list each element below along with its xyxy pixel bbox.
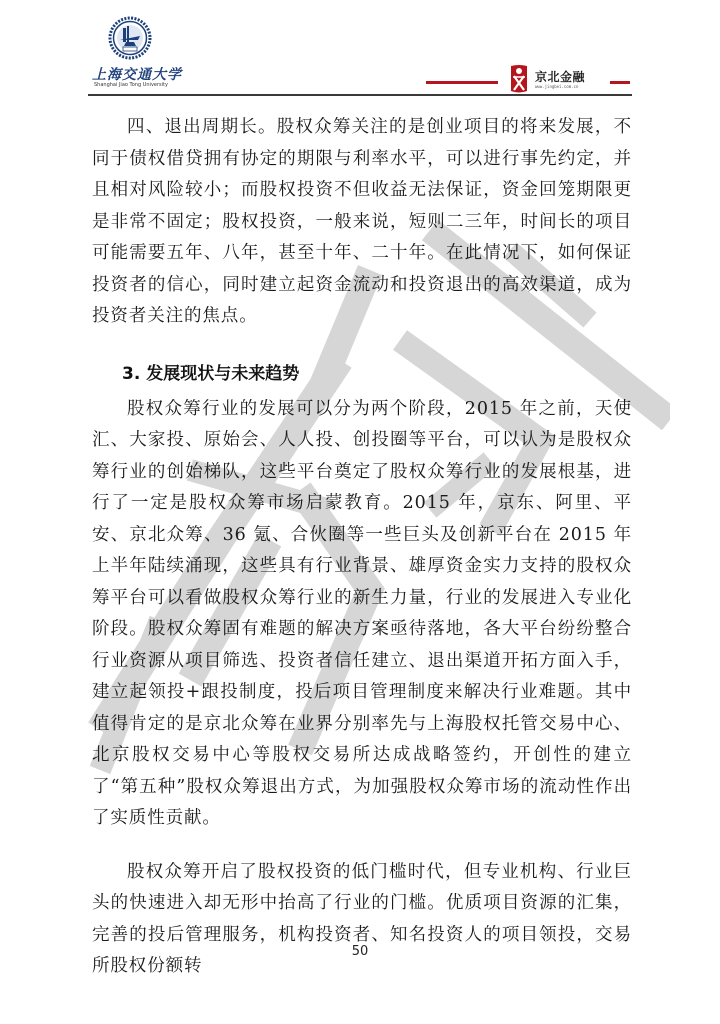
- sjtu-emblem-icon: [108, 16, 152, 60]
- header-red-bar-left: [426, 81, 498, 84]
- header-red-bar-right: [610, 81, 630, 84]
- jingbei-emblem-icon: [508, 64, 530, 94]
- sjtu-name-en: Shanghai Jiao Tong University: [94, 82, 168, 88]
- header-divider: [88, 94, 632, 96]
- page-body: [92, 112, 632, 983]
- sjtu-name-cn: 上海交通大学: [92, 67, 182, 83]
- paragraph-development-status: 股权众筹行业的发展可以分为两个阶段，2015 年之前，天使汇、大家投、原始会、人人投、创投圈等平台，可以认为是股权众筹行业的创始梯队，这些平台奠定了股权众筹行业的发展根基，进行了一定是股权众筹市场启蒙教育。2015 年，京东、阿里、平安、京北众筹、36 氪、合伙圈等一些巨头及创新平台在 2015 年上半年陆续涌现，这些具有行业背景、雄厚资金实力支持的股权众筹平台可以看做股权众筹行业的新生力量，行业的发展进入专业化阶段。股权众筹固有难题的解决方案亟待落地，各大平台纷纷整合行业资源从项目筛选、投资者信任建立、退出渠道开拓方面入手，建立起领投+跟投制度，投后项目管理制度来解决行业难题。其中值得肯定的是京北众筹在业界分别率先与上海股权托管交易中心、北京股权交易中心等股权交易所达成战略签约，开创性的建立了“第五种”股权众筹退出方式，为加强股权众筹市场的流动性作出了实质性贡献。: [92, 398, 632, 828]
- paragraph-low-threshold: 股权众筹开启了股权投资的低门槛时代，但专业机构、行业巨头的快速进入却无形中抬高了行业的门槛。优质项目资源的汇集，完善的投后管理服务，机构投资者、知名投资人的项目领投，交易所股权份额转: [92, 861, 632, 976]
- page-number: 50: [351, 944, 369, 959]
- page-header: [90, 14, 630, 92]
- section-heading: 3. 发展现状与未来趋势: [122, 363, 300, 384]
- paragraph-exit-cycle: 四、退出周期长。股权众筹关注的是创业项目的将来发展，不同于债权借贷拥有协定的期限与利率水平，可以进行事先约定，并且相对风险较小；而股权投资不但收益无法保证，资金回笼期限更是非常不固定；股权投资，一般来说，短则二三年，时间长的项目可能需要五年、八年，甚至十年、二十年。在此情况下，如何保证投资者的信心，同时建立起资金流动和投资退出的高效渠道，成为投资者关注的焦点。: [92, 117, 632, 326]
- jingbei-name: 京北金融: [535, 70, 586, 84]
- jingbei-url: www.jingbei.com.cn: [535, 84, 579, 89]
